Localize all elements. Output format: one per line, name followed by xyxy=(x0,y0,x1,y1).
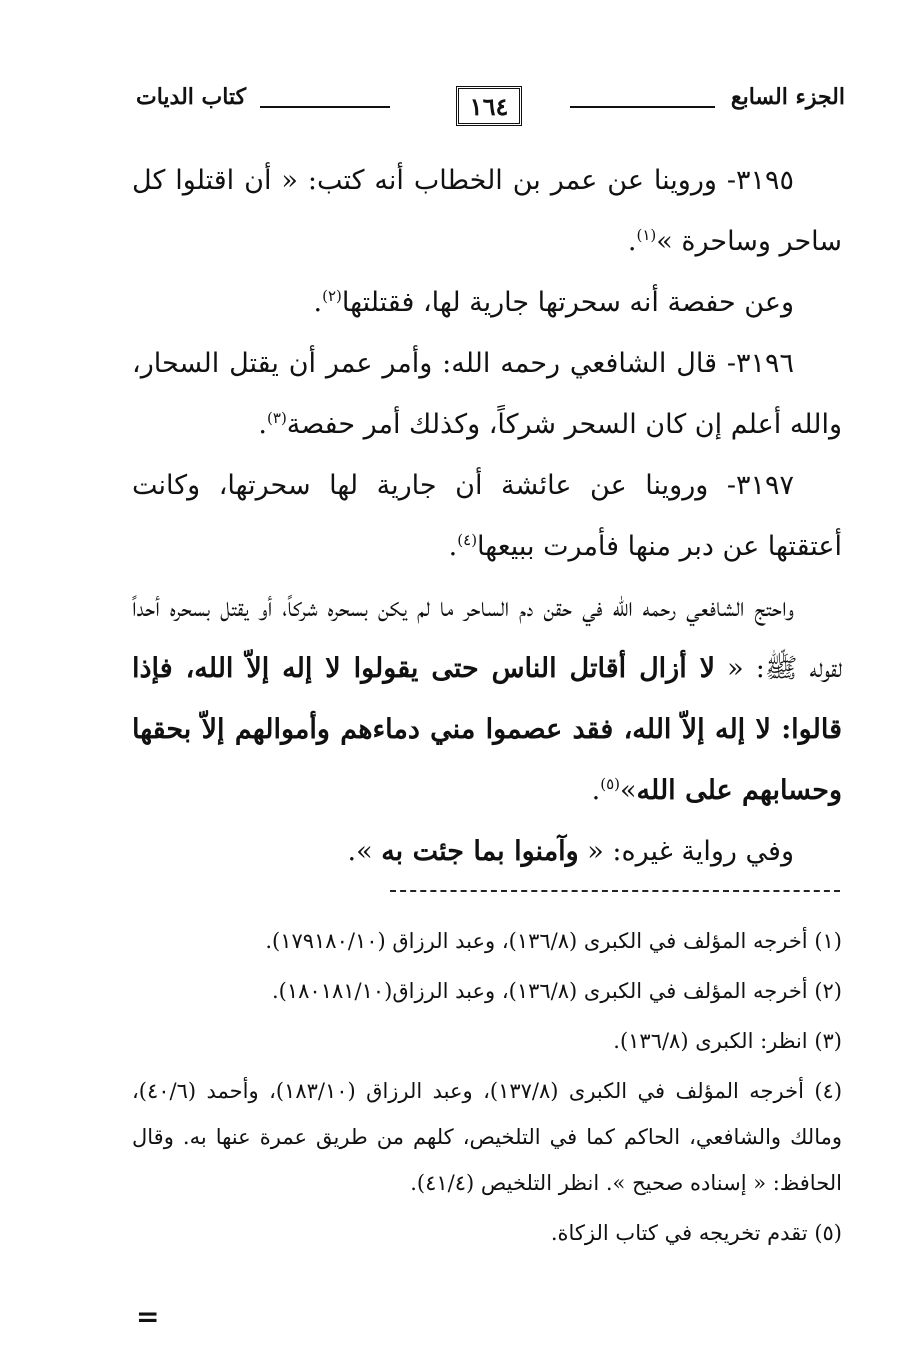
paragraph-text: وعن حفصة أنه سحرتها جارية لها، فقتلتها xyxy=(341,287,794,318)
header-rule-right xyxy=(570,106,715,108)
paragraph-text: ٣١٩٧- وروينا عن عائشة أن جارية لها سحرتها، وكانت أعتقتها عن دبر منها فأمرت ببيعها xyxy=(132,470,842,562)
hadith-quote: وآمنوا بما جئت به xyxy=(381,836,579,867)
main-text xyxy=(132,150,842,882)
footnote-ref-1: (١) xyxy=(636,226,657,244)
volume-label: الجزء السابع xyxy=(730,84,845,110)
paragraph-3196: ٣١٩٦- قال الشافعي رحمه الله: وأمر عمر أن يقتل السحار، والله أعلم إن كان السحر شركاً، وكذلك أمر حفصة$^{(٣)}$. xyxy=(132,348,842,440)
paragraph-shafii: واحتج الشافعي رحمه الله في حقن دم الساحر ما لم يكن بسحره شركاً، أو يقتل بسحره أحداً لقوله ﷺ: « لا أزال أقاتل الناس حتى يقولوا لا إله إلاّ الله، فإذا قالوا: لا إله إلاّ الله، فقد عصموا مني دماءهم وأموالهم إلاّ بحقها وحسابهم على الله»$^{(٥)}$. xyxy=(132,592,842,806)
footnote-ref-4: (٤) xyxy=(457,531,478,549)
footnotes xyxy=(132,918,842,1260)
quote-close: ». xyxy=(347,836,373,867)
paragraph-text: ٣١٩٦- قال الشافعي رحمه الله: وأمر عمر أن يقتل السحار، والله أعلم إن كان السحر شركاً، وكذلك أمر حفصة xyxy=(132,348,842,440)
paragraph-text: ٣١٩٥- وروينا عن عمر بن الخطاب أنه كتب: « أن اقتلوا كل ساحر وساحرة » xyxy=(132,165,842,257)
footnote-3: (٣) انظر: الكبرى (١٣٦/٨). xyxy=(613,1029,842,1053)
paragraph-text: واحتج الشافعي رحمه الله في حقن دم الساحر ما لم يكن بسحره شركاً، أو يقتل بسحره أحداً لقوله ﷺ: « xyxy=(132,592,842,684)
footnote-2: (٢) أخرجه المؤلف في الكبرى (١٣٦/٨)، وعبد الرزاق(١٨٠١٨١/١٠). xyxy=(271,979,842,1003)
paragraph-3197: ٣١٩٧- وروينا عن عائشة أن جارية لها سحرتها، وكانت أعتقتها عن دبر منها فأمرت ببيعها$^{(٤)}$. xyxy=(132,470,842,562)
footnote-5: (٥) تقدم تخريجه في كتاب الزكاة. xyxy=(550,1221,842,1245)
book-title: كتاب الديات xyxy=(136,84,247,110)
footnote-4: (٤) أخرجه المؤلف في الكبرى (١٣٧/٨)، وعبد الرزاق (١٨٣/١٠)، وأحمد (٤٠/٦)، ومالك والشافعي، الحاكم كما في التلخيص، كلهم من طريق عمرة عنها به. وقال الحافظ: « إسناده صحيح ». انظر التلخيص (٤١/٤). xyxy=(132,1079,843,1195)
header-rule-left xyxy=(260,106,390,108)
hadith-quote: لا أزال أقاتل الناس حتى يقولوا لا إله إلاّ الله، فإذا قالوا: لا إله إلاّ الله، فقد عصموا مني دماءهم وأموالهم إلاّ بحقها وحسابهم على الله xyxy=(132,653,842,806)
paragraph-3195: ٣١٩٥- وروينا عن عمر بن الخطاب أنه كتب: « أن اقتلوا كل ساحر وساحرة »$^{(١)}$. xyxy=(132,165,842,257)
paragraph-text: وفي رواية غيره: « xyxy=(587,836,794,867)
page-header xyxy=(130,72,845,132)
footnote-ref-3: (٣) xyxy=(267,409,287,427)
footnote-ref-2: (٢) xyxy=(322,287,342,305)
page-end-mark: = xyxy=(136,1300,160,1333)
page-number: ١٦٤ xyxy=(456,86,522,126)
footnote-ref-5: (٥) xyxy=(600,775,620,793)
footnote-1: (١) أخرجه المؤلف في الكبرى (١٣٦/٨)، وعبد الرزاق (١٧٩١٨٠/١٠). xyxy=(265,929,842,953)
footnote-separator xyxy=(390,890,840,892)
paragraph-hafsa: وعن حفصة أنه سحرتها جارية لها، فقتلتها$^{(٢)}$. xyxy=(313,287,794,318)
paragraph-riwaya xyxy=(132,821,842,882)
quote-close: » xyxy=(620,775,637,806)
